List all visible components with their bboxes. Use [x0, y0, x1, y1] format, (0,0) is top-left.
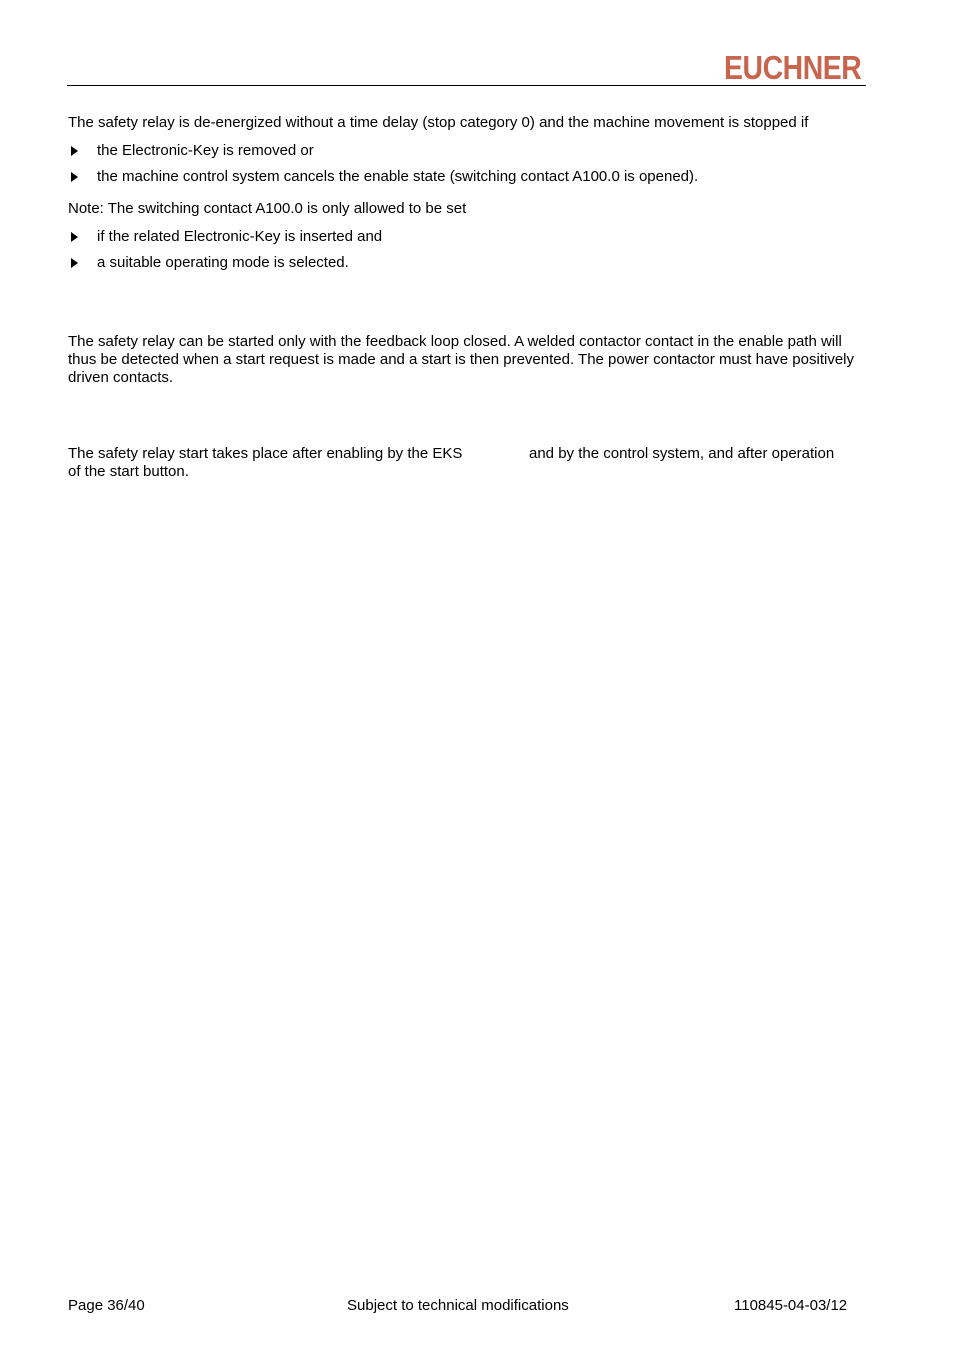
note-paragraph: Note: The switching contact A100.0 is only allowed to be set	[68, 200, 467, 217]
euchner-logo: EUCHNER	[724, 49, 862, 86]
stop-intro-paragraph: The safety relay is de-energized without a time delay (stop category 0) and the machine movement is stopped if	[68, 114, 809, 131]
start-paragraph	[68, 445, 868, 485]
list-item-text: a suitable operating mode is selected.	[97, 254, 349, 271]
list-item-text: if the related Electronic-Key is inserted and	[97, 228, 383, 245]
start-text-part2: and by the control system, and after operation	[529, 445, 835, 462]
start-text-line2: of the start button.	[68, 463, 189, 480]
bullet-arrow-icon	[71, 146, 78, 156]
list-item-text: the machine control system cancels the enable state (switching contact A100.0 is opened).	[97, 168, 699, 185]
start-text-part1: The safety relay start takes place after enabling by the EKS	[68, 445, 463, 462]
list-item-text: the Electronic-Key is removed or	[97, 142, 314, 159]
feedback-loop-paragraph: The safety relay can be started only with the feedback loop closed. A welded contactor contact in the enable path will thus be detected when a start request is made and a start is then prevented. The power contactor must have positively driven contacts.	[68, 333, 854, 386]
footer-document-id: 110845-04-03/12	[734, 1297, 848, 1314]
header-rule	[67, 85, 866, 86]
bullet-arrow-icon	[71, 172, 78, 182]
footer-page-number: Page 36/40	[68, 1297, 145, 1314]
bullet-arrow-icon	[71, 258, 78, 268]
bullet-arrow-icon	[71, 232, 78, 242]
footer-disclaimer: Subject to technical modifications	[347, 1297, 569, 1314]
